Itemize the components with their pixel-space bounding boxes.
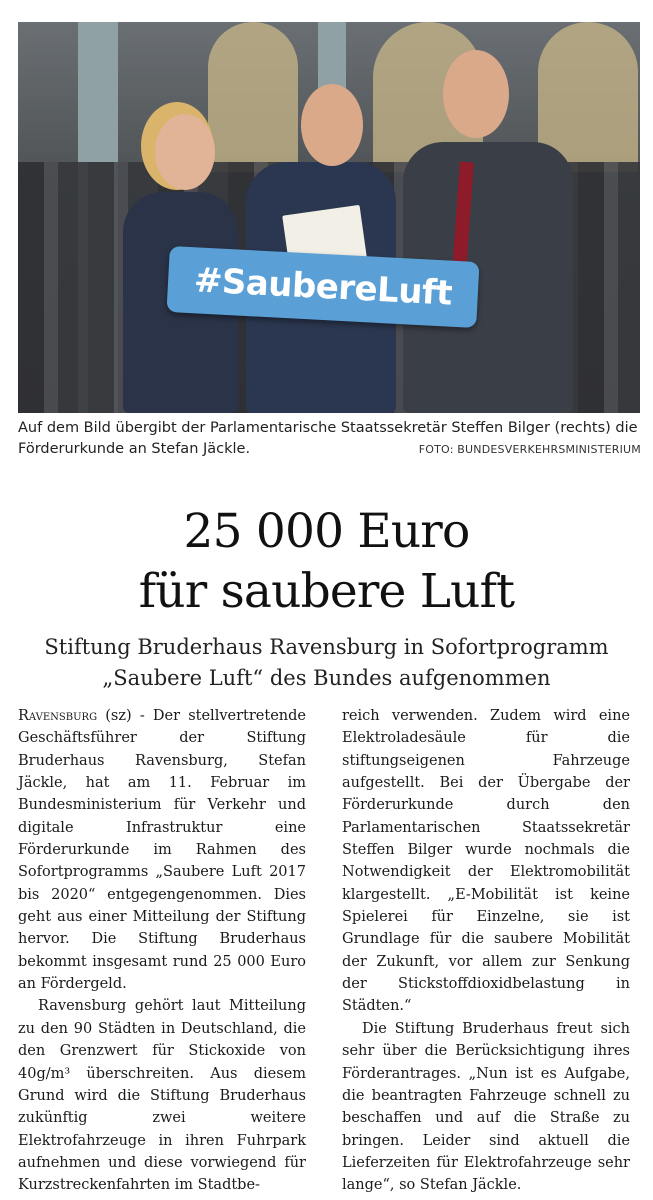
man-right-head xyxy=(443,50,509,138)
headline-line-1: 25 000 Euro xyxy=(183,504,470,559)
sign-saubere-luft: #SaubereLuft xyxy=(166,246,479,328)
dateline: Ravensburg xyxy=(18,708,98,724)
paragraph-1-text: (sz) - Der stellvertretende Geschäftsführer der Stiftung Bruderhaus Ravensburg, Stefan Jäckle, hat am 11. Februar im Bundesministerium für Verkehr und digitale Infrastruktur eine Förderurkunde im Rahmen des Sofortprogramms „Saubere Luft 2017 bis 2020“ entgegengenommen. Dies geht aus einer Mitteilung der Stiftung hervor. Die Stiftung Bruderhaus bekommt insgesamt rund 25 000 Euro an Fördergeld. xyxy=(18,708,306,993)
headline-line-2: für saubere Luft xyxy=(138,564,515,619)
article-column-2 xyxy=(342,705,630,1197)
subheadline-line-2: „Saubere Luft“ des Bundes aufgenommen xyxy=(102,666,551,690)
paragraph-3: Die Stiftung Bruderhaus freut sich sehr über die Berücksichtigung ihres Förderantrages. „Nun ist es Aufgabe, die beantragten Fahrzeuge schnell zu beschaffen und auf die Straße zu bringen. Leider sind aktuell die Lieferzeiten für Elektrofahrzeuge sehr lange“, so Stefan Jäckle. xyxy=(342,1020,630,1194)
article-column-1 xyxy=(18,705,306,1197)
man-middle-head xyxy=(301,84,363,166)
woman-head xyxy=(155,114,215,190)
photo-caption: Auf dem Bild übergibt der Parlamentarische Staatssekretär Steffen Bilger (rechts) die Förderurkunde an Stefan Jäckle. xyxy=(18,420,638,457)
paragraph-2-continued: reich verwenden. Zudem wird eine Elektroladesäule für die stiftungseigenen Fahrzeuge aufgestellt. Bei der Übergabe der Förderurkunde durch den Parlamentarischen Staatssekretär Steffen Bilger wurde nochmals die Notwendigkeit der Elektromobilität klargestellt. „E-Mobilität ist keine Spielerei für Einzelne, sie ist Grundlage für die saubere Mobilität der Zukunft, vor allem zur Senkung der Stickstoffdioxidbelastung in Städten.“ xyxy=(342,708,630,1015)
window-arch xyxy=(208,22,298,172)
article-photo xyxy=(18,22,640,413)
paragraph-2: Ravensburg gehört laut Mitteilung zu den 90 Städten in Deutschland, die den Grenzwert für Stickoxide von 40g/m³ überschreiten. Aus diesem Grund wird die Stiftung Bruderhaus zukünftig zwei weitere Elektrofahrzeuge in ihren Fuhrpark aufnehmen und diese vorwiegend für Kurzstreckenfahrten im Stadtbe- xyxy=(18,998,306,1194)
paragraph-1 xyxy=(18,705,306,995)
photo-credit: FOTO: BUNDESVERKEHRSMINISTERIUM xyxy=(418,443,641,456)
subheadline-line-1: Stiftung Bruderhaus Ravensburg in Sofortprogramm xyxy=(44,635,609,659)
